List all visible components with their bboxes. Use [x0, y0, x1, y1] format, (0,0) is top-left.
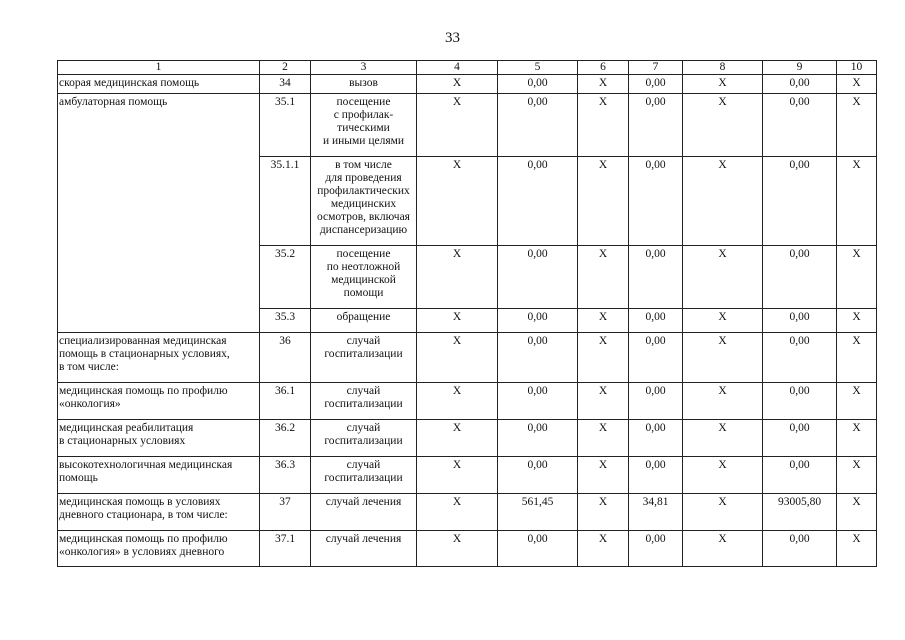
value-cell-c5: 561,45: [498, 494, 578, 531]
value-cell-c4: X: [417, 383, 498, 420]
value-cell-c6: X: [578, 494, 629, 531]
value-cell-c7: 0,00: [629, 531, 683, 567]
value-cell-c8: X: [683, 457, 763, 494]
value-cell-c8: X: [683, 333, 763, 383]
value-cell-c6: X: [578, 246, 629, 309]
unit-cell: [311, 309, 417, 333]
cell-line: вызов: [349, 77, 378, 89]
value-cell-c10: X: [837, 94, 877, 157]
value-cell-c7: 0,00: [629, 457, 683, 494]
value-cell-c5: 0,00: [498, 420, 578, 457]
column-header: 3: [311, 61, 417, 75]
value-cell-c4: X: [417, 94, 498, 157]
value-cell-c10: X: [837, 333, 877, 383]
table-row: [58, 333, 877, 383]
cell-line: медицинская помощь по профилю: [59, 533, 228, 545]
row-code-cell: 36: [260, 333, 311, 383]
cell-line: в стационарных условиях: [59, 435, 186, 447]
cell-line: случай: [346, 385, 381, 397]
row-code-cell: 35.1: [260, 94, 311, 157]
value-cell-c9: 0,00: [763, 246, 837, 309]
value-cell-c4: X: [417, 333, 498, 383]
value-cell-c6: X: [578, 94, 629, 157]
cell-line: «онкология»: [59, 398, 121, 410]
unit-cell: [311, 157, 417, 246]
table-row: [58, 75, 877, 94]
cell-line: госпитализации: [324, 398, 403, 410]
cell-line: амбулаторная помощь: [59, 96, 168, 108]
row-code-cell: 35.1.1: [260, 157, 311, 246]
value-cell-c7: 0,00: [629, 383, 683, 420]
column-header: 1: [58, 61, 260, 75]
value-cell-c7: 0,00: [629, 75, 683, 94]
cell-line: помощь: [59, 472, 98, 484]
value-cell-c4: X: [417, 531, 498, 567]
cell-line: дневного стационара, в том числе:: [59, 509, 228, 521]
table-row: [58, 94, 877, 157]
value-cell-c5: 0,00: [498, 383, 578, 420]
value-cell-c5: 0,00: [498, 157, 578, 246]
value-cell-c7: 0,00: [629, 157, 683, 246]
value-cell-c8: X: [683, 246, 763, 309]
row-code-cell: 36.1: [260, 383, 311, 420]
page-number: 33: [445, 30, 460, 46]
value-cell-c8: X: [683, 75, 763, 94]
row-name-cell: [58, 457, 260, 494]
cell-line: профилактических: [317, 185, 410, 197]
cell-line: медицинская реабилитация: [59, 422, 194, 434]
cell-line: посещение: [336, 248, 391, 260]
column-header: 8: [683, 61, 763, 75]
value-cell-c10: X: [837, 75, 877, 94]
value-cell-c6: X: [578, 383, 629, 420]
table-body: [58, 75, 877, 567]
value-cell-c4: X: [417, 246, 498, 309]
unit-cell: [311, 383, 417, 420]
value-cell-c4: X: [417, 75, 498, 94]
value-cell-c8: X: [683, 157, 763, 246]
cell-line: «онкология» в условиях дневного: [59, 546, 225, 558]
unit-cell: [311, 531, 417, 567]
cell-line: тическими: [337, 122, 390, 134]
table-row: [58, 420, 877, 457]
value-cell-c8: X: [683, 420, 763, 457]
value-cell-c9: 0,00: [763, 75, 837, 94]
value-cell-c6: X: [578, 75, 629, 94]
value-cell-c9: 0,00: [763, 383, 837, 420]
cell-line: случай: [346, 335, 381, 347]
unit-cell: [311, 494, 417, 531]
value-cell-c4: X: [417, 457, 498, 494]
value-cell-c6: X: [578, 309, 629, 333]
value-cell-c10: X: [837, 246, 877, 309]
cell-line: посещение: [336, 96, 391, 108]
value-cell-c6: X: [578, 420, 629, 457]
value-cell-c8: X: [683, 309, 763, 333]
value-cell-c7: 0,00: [629, 309, 683, 333]
value-cell-c8: X: [683, 94, 763, 157]
value-cell-c10: X: [837, 157, 877, 246]
value-cell-c5: 0,00: [498, 309, 578, 333]
data-table: [57, 60, 877, 567]
value-cell-c9: 0,00: [763, 94, 837, 157]
value-cell-c5: 0,00: [498, 531, 578, 567]
row-name-cell: [58, 531, 260, 567]
cell-line: медицинская помощь в условиях: [59, 496, 221, 508]
value-cell-c9: 0,00: [763, 157, 837, 246]
value-cell-c7: 0,00: [629, 94, 683, 157]
value-cell-c10: X: [837, 494, 877, 531]
value-cell-c9: 0,00: [763, 531, 837, 567]
value-cell-c9: 93005,80: [763, 494, 837, 531]
row-code-cell: 37.1: [260, 531, 311, 567]
value-cell-c6: X: [578, 157, 629, 246]
value-cell-c8: X: [683, 494, 763, 531]
row-code-cell: 37: [260, 494, 311, 531]
value-cell-c4: X: [417, 420, 498, 457]
value-cell-c6: X: [578, 457, 629, 494]
cell-line: высокотехнологичная медицинская: [59, 459, 233, 471]
value-cell-c9: 0,00: [763, 309, 837, 333]
table-row: [58, 531, 877, 567]
value-cell-c10: X: [837, 457, 877, 494]
value-cell-c10: X: [837, 383, 877, 420]
value-cell-c8: X: [683, 383, 763, 420]
table-row: [58, 457, 877, 494]
column-header: 7: [629, 61, 683, 75]
cell-line: осмотров, включая: [317, 211, 410, 223]
row-code-cell: 35.2: [260, 246, 311, 309]
unit-cell: [311, 75, 417, 94]
cell-line: случай: [346, 459, 381, 471]
value-cell-c5: 0,00: [498, 75, 578, 94]
cell-line: помощь в стационарных условиях,: [59, 348, 230, 360]
row-name-cell: [58, 420, 260, 457]
row-name-cell: [58, 333, 260, 383]
cell-line: для проведения: [325, 172, 402, 184]
column-header: 5: [498, 61, 578, 75]
table-row: [58, 383, 877, 420]
value-cell-c9: 0,00: [763, 333, 837, 383]
cell-line: специализированная медицинская: [59, 335, 227, 347]
value-cell-c4: X: [417, 494, 498, 531]
cell-line: помощи: [343, 287, 384, 299]
cell-line: медицинских: [330, 198, 397, 210]
cell-line: случай лечения: [325, 496, 402, 508]
column-header: 10: [837, 61, 877, 75]
cell-line: госпитализации: [324, 435, 403, 447]
value-cell-c10: X: [837, 309, 877, 333]
value-cell-c6: X: [578, 531, 629, 567]
row-code-cell: 35.3: [260, 309, 311, 333]
row-name-cell: [58, 94, 260, 333]
cell-line: в том числе:: [59, 361, 119, 373]
cell-line: с профилак-: [333, 109, 394, 121]
value-cell-c5: 0,00: [498, 246, 578, 309]
value-cell-c10: X: [837, 420, 877, 457]
cell-line: скорая медицинская помощь: [59, 77, 200, 89]
cell-line: медицинская помощь по профилю: [59, 385, 228, 397]
value-cell-c4: X: [417, 309, 498, 333]
value-cell-c5: 0,00: [498, 94, 578, 157]
value-cell-c6: X: [578, 333, 629, 383]
row-name-cell: [58, 494, 260, 531]
row-code-cell: 36.3: [260, 457, 311, 494]
row-code-cell: 34: [260, 75, 311, 94]
cell-line: случай лечения: [325, 533, 402, 545]
column-header: 6: [578, 61, 629, 75]
column-header: 2: [260, 61, 311, 75]
cell-line: по неотложной: [326, 261, 401, 273]
cell-line: обращение: [336, 311, 391, 323]
row-name-cell: [58, 383, 260, 420]
cell-line: диспансеризацию: [319, 224, 408, 236]
value-cell-c10: X: [837, 531, 877, 567]
column-header: 9: [763, 61, 837, 75]
value-cell-c7: 0,00: [629, 246, 683, 309]
value-cell-c9: 0,00: [763, 457, 837, 494]
cell-line: в том числе: [335, 159, 392, 171]
row-code-cell: 36.2: [260, 420, 311, 457]
value-cell-c5: 0,00: [498, 333, 578, 383]
value-cell-c9: 0,00: [763, 420, 837, 457]
value-cell-c7: 0,00: [629, 420, 683, 457]
cell-line: случай: [346, 422, 381, 434]
unit-cell: [311, 94, 417, 157]
value-cell-c8: X: [683, 531, 763, 567]
cell-line: и иными целями: [322, 135, 405, 147]
value-cell-c5: 0,00: [498, 457, 578, 494]
cell-line: медицинской: [331, 274, 396, 286]
row-name-cell: [58, 75, 260, 94]
cell-line: госпитализации: [324, 472, 403, 484]
unit-cell: [311, 246, 417, 309]
unit-cell: [311, 333, 417, 383]
unit-cell: [311, 457, 417, 494]
value-cell-c7: 34,81: [629, 494, 683, 531]
table-row: [58, 494, 877, 531]
value-cell-c4: X: [417, 157, 498, 246]
unit-cell: [311, 420, 417, 457]
value-cell-c7: 0,00: [629, 333, 683, 383]
table-header: [58, 61, 877, 75]
column-header: 4: [417, 61, 498, 75]
cell-line: госпитализации: [324, 348, 403, 360]
